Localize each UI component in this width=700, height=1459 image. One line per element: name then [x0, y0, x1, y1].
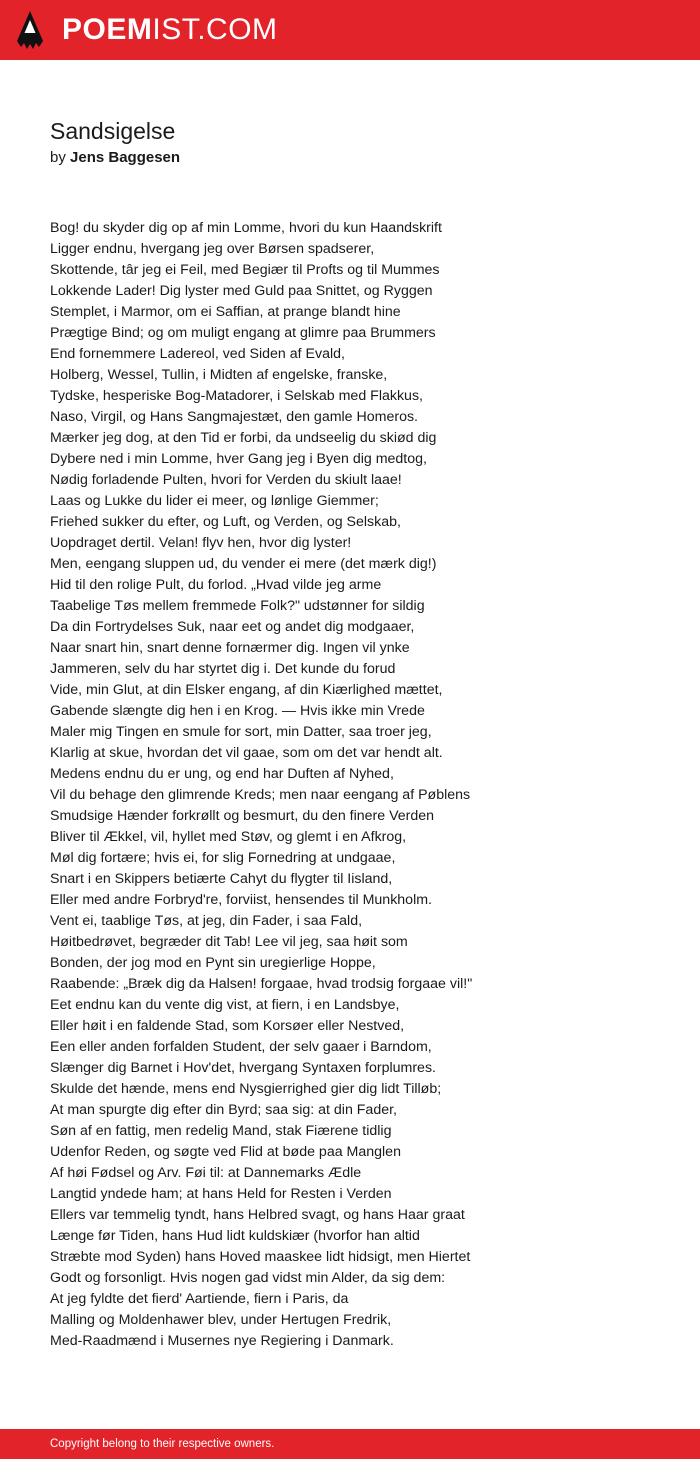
poem-line: Tydske, hesperiske Bog-Matadorer, i Selskab med Flakkus, [50, 388, 423, 404]
copyright-text: Copyright belong to their respective owners. [50, 1438, 275, 1450]
poem-line: At man spurgte dig efter din Byrd; saa sig: at din Fader, [50, 1102, 397, 1118]
poem-line: Vide, min Glut, at din Elsker engang, af din Kiærlighed mættet, [50, 682, 443, 698]
author-name[interactable]: Jens Baggesen [70, 149, 181, 166]
poem-line: Holberg, Wessel, Tullin, i Midten af engelske, franske, [50, 367, 388, 383]
poem-line: Godt og forsonligt. Hvis nogen gad vidst min Alder, da sig dem: [50, 1270, 446, 1286]
poem-line: Møl dig fortære; hvis ei, for slig Fornedring at undgaae, [50, 850, 396, 866]
site-logo[interactable] [62, 12, 278, 48]
poem-line: Udenfor Reden, og søgte ved Flid at bøde paa Manglen [50, 1144, 401, 1160]
poem-line: Søn af en fattig, men redelig Mand, stak Fiærene tidlig [50, 1123, 392, 1139]
poem-line: Bliver til Ækkel, vil, hyllet med Støv, og glemt i en Afkrog, [50, 829, 407, 845]
poem-line: Da din Fortrydelses Suk, naar eet og andet dig modgaaer, [50, 619, 415, 635]
poem-line: Maler mig Tingen en smule for sort, min Datter, saa troer jeg, [50, 724, 432, 740]
logo-rest-text: IST.COM [152, 13, 278, 46]
poem-line: Nødig forladende Pulten, hvori for Verden du skiult laae! [50, 472, 402, 488]
poem-line: Men, eengang sluppen ud, du vender ei mere (det mærk dig!) [50, 556, 437, 572]
poem-line: Smudsige Hænder forkrøllt og besmurt, du den finere Verden [50, 808, 435, 824]
poem-line: Eller med andre Forbryd're, forviist, hensendes til Munkholm. [50, 892, 432, 908]
poem-line: Hid til den rolige Pult, du forlod. „Hvad vilde jeg arme [50, 577, 382, 593]
byline-prefix: by [50, 149, 66, 166]
poem-line: Vent ei, taablige Tøs, at jeg, din Fader, i saa Fald, [50, 913, 363, 929]
poem-line: Længe før Tiden, hans Hud lidt kuldskiær (hvorfor han altid [50, 1228, 420, 1244]
poem-line: Stemplet, i Marmor, om ei Saffian, at prange blandt hine [50, 304, 401, 320]
byline [50, 148, 180, 168]
poem-line: Jammeren, selv du har styrtet dig i. Det kunde du forud [50, 661, 396, 677]
poem-line: Ligger endnu, hvergang jeg over Børsen spadserer, [50, 241, 375, 257]
poem-line: Medens endnu du er ung, og end har Duften af Nyhed, [50, 766, 394, 782]
poem-line: At jeg fyldte det fierd' Aartiende, fiern i Paris, da [50, 1291, 349, 1307]
poem-line: Snart i en Skippers betiærte Cahyt du flygter til Iisland, [50, 871, 393, 887]
poem-line: Bonden, der jog mod en Pynt sin uregierlige Hoppe, [50, 955, 376, 971]
poem-line: Mærker jeg dog, at den Tid er forbi, da undseelig du skiød dig [50, 430, 437, 446]
poem-title: Sandsigelse [50, 118, 176, 144]
poem-line: Bog! du skyder dig op af min Lomme, hvori du kun Haandskrift [50, 220, 442, 236]
poem-line: Eet endnu kan du vente dig vist, at fiern, i en Landsbye, [50, 997, 400, 1013]
poem-line: Skottende, târ jeg ei Feil, med Begiær til Profts og til Mummes [50, 262, 440, 278]
poem-line: Naar snart hin, snart denne fornærmer dig. Ingen vil ynke [50, 640, 410, 656]
poem-line: Slænger dig Barnet i Hov'det, hvergang Syntaxen forplumres. [50, 1060, 436, 1076]
poem-line: Af høi Fødsel og Arv. Føi til: at Dannemarks Ædle [50, 1165, 362, 1181]
poem-line: Lokkende Lader! Dig lyster med Guld paa Snittet, og Ryggen [50, 283, 433, 299]
poem-line: Dybere ned i min Lomme, hver Gang jeg i Byen dig medtog, [50, 451, 427, 467]
poem-line: Taabelige Tøs mellem fremmede Folk?" udstønner for sildig [50, 598, 425, 614]
logo-bold-text: POEM [62, 13, 153, 46]
poem-line: Med-Raadmænd i Musernes nye Regiering i Danmark. [50, 1333, 394, 1349]
footer-bar [0, 1429, 700, 1459]
pencil-logo-icon[interactable] [17, 11, 43, 51]
poem-line: Skulde det hænde, mens end Nysgierrighed gier dig lidt Tilløb; [50, 1081, 442, 1097]
poem-line: Naso, Virgil, og Hans Sangmajestæt, den gamle Homeros. [50, 409, 419, 425]
poem-line: Vil du behage den glimrende Kreds; men naar eengang af Pøblens [50, 787, 471, 803]
poem-line: Een eller anden forfalden Student, der selv gaaer i Barndom, [50, 1039, 432, 1055]
poem-line: Gabende slængte dig hen i en Krog. — Hvis ikke min Vrede [50, 703, 425, 719]
poem-body [50, 218, 670, 1352]
top-bar [0, 0, 700, 60]
poem-line: Prægtige Bind; og om muligt engang at glimre paa Brummers [50, 325, 436, 341]
poem-line: Klarlig at skue, hvordan det vil gaae, som om det var hendt alt. [50, 745, 443, 761]
poem-line: Høitbedrøvet, begræder dit Tab! Lee vil jeg, saa høit som [50, 934, 408, 950]
poem-line: Friehed sukker du efter, og Luft, og Verden, og Selskab, [50, 514, 401, 530]
poem-line: Laas og Lukke du lider ei meer, og lønlige Giemmer; [50, 493, 379, 509]
poem-line: Langtid yndede ham; at hans Held for Resten i Verden [50, 1186, 392, 1202]
poem-line: Stræbte mod Syden) hans Hoved maaskee lidt hidsigt, men Hiertet [50, 1249, 471, 1265]
poem-line: Raabende: „Bræk dig da Halsen! forgaae, hvad trodsig forgaae vil!" [50, 976, 473, 992]
poem-line: Uopdraget dertil. Velan! flyv hen, hvor dig lyster! [50, 535, 352, 551]
poem-line: Malling og Moldenhawer blev, under Hertugen Fredrik, [50, 1312, 392, 1328]
poem-line: Ellers var temmelig tyndt, hans Helbred svagt, og hans Haar graat [50, 1207, 465, 1223]
poem-line: End fornemmere Ladereol, ved Siden af Evald, [50, 346, 345, 362]
poem-line: Eller høit i en faldende Stad, som Korsøer eller Nestved, [50, 1018, 405, 1034]
